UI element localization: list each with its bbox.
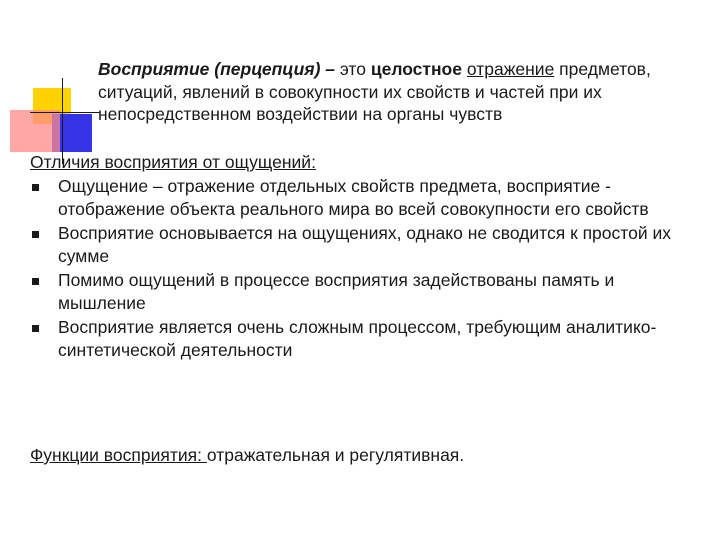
functions-value: отражательная и регулятивная. (206, 445, 465, 465)
differences-list (30, 175, 700, 363)
list-item-text: Восприятие основывается на ощущениях, однако не сводится к простой их сумме (58, 222, 671, 266)
definition-underlined-word: отражение (466, 59, 555, 79)
differences-section (30, 151, 700, 363)
functions-line (30, 444, 700, 467)
list-item-text: Помимо ощущений в процессе восприятия задействованы память и мышление (58, 269, 615, 313)
list-item (30, 269, 700, 316)
definition-paragraph (98, 58, 708, 126)
definition-text-1: это (335, 59, 371, 79)
bullet-icon (32, 184, 39, 191)
definition-term: Восприятие (перцепция) – (98, 59, 336, 79)
list-item (30, 222, 700, 269)
list-item-text: Ощущение – отражение отдельных свойств предмета, восприятие - отображение объекта реального мира во всей совокупности его свойств (58, 175, 649, 219)
definition-text-3: предметов, ситуаций, явлений в совокупности их свойств и частей при их непосредственном воздействии на органы чувств (98, 59, 651, 124)
definition-bold-word: целостное (370, 59, 462, 79)
logo-horizontal-line (30, 112, 100, 113)
bullet-icon (32, 325, 39, 332)
functions-label: Функции восприятия: (30, 445, 207, 465)
bullet-icon (32, 278, 39, 285)
decorative-logo (0, 0, 100, 160)
list-item-text: Восприятие является очень сложным процессом, требующим аналитико-синтетической деятельности (58, 316, 657, 360)
list-item (30, 316, 700, 363)
bullet-icon (32, 231, 39, 238)
list-item (30, 175, 700, 222)
logo-pink-square (10, 110, 60, 152)
differences-heading: Отличия восприятия от ощущений: (30, 152, 316, 172)
